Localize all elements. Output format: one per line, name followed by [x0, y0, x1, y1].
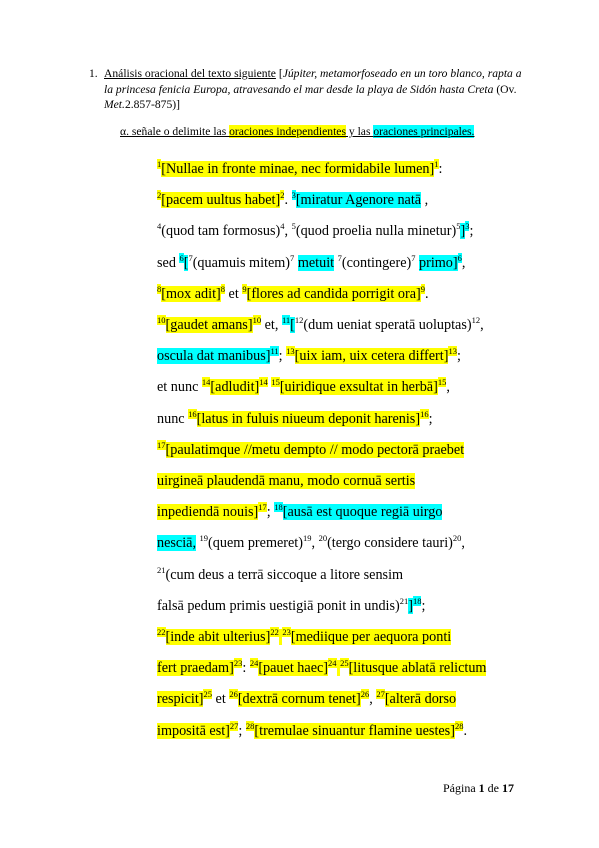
- text-segment: primo]: [419, 254, 458, 271]
- instruction-independientes: oraciones independientes: [229, 125, 346, 138]
- clause-number: 14: [259, 377, 268, 388]
- text-segment: [tremulae sinuantur flamine uestes]: [254, 722, 455, 739]
- text-segment: (cum deus a terrā siccoque a litore sensim: [165, 566, 404, 583]
- clause-number: 3: [291, 190, 296, 201]
- clause-number: 7: [188, 252, 193, 263]
- latin-line: [157, 347, 461, 365]
- task-source-work: Met.: [104, 98, 125, 111]
- text-segment: sed: [157, 254, 180, 271]
- clause-number: 17: [258, 502, 267, 513]
- instruction-principales: oraciones principales.: [373, 125, 475, 138]
- task-label: Análisis oracional del texto siguiente: [104, 67, 276, 80]
- instruction-mid: y las: [345, 125, 374, 138]
- text-segment: [adludit]: [210, 379, 260, 396]
- footer-current-page: 1: [478, 781, 485, 795]
- latin-line: [157, 441, 464, 459]
- latin-line: [157, 659, 486, 677]
- clause-number: 8: [157, 283, 162, 294]
- text-segment: ]: [460, 223, 466, 240]
- latin-line: [157, 597, 425, 615]
- text-segment: ,: [421, 192, 429, 209]
- clause-number: 9: [420, 283, 425, 294]
- text-segment: [paulatimque //metu dempto // modo pectorā praebet: [165, 441, 465, 458]
- clause-number: 28: [454, 720, 464, 731]
- text-segment: [mox adit]: [161, 285, 221, 302]
- text-segment: ,: [369, 691, 377, 708]
- clause-number: 21: [157, 564, 166, 575]
- text-segment: [gaudet amans]: [165, 317, 253, 333]
- clause-number: 22: [157, 627, 166, 637]
- clause-number: 21: [399, 595, 409, 606]
- text-segment: uirgineā plaudendā manu, modo cornuā sertis: [157, 473, 416, 489]
- text-segment: (tergo considere tauri): [327, 535, 453, 552]
- text-segment: et: [225, 285, 243, 302]
- task-source: (Ov.: [493, 82, 517, 96]
- clause-number: 12: [294, 315, 304, 325]
- text-segment: .: [463, 722, 467, 739]
- text-segment: ;: [469, 223, 474, 240]
- clause-number: 2: [157, 190, 162, 201]
- clause-number: 18: [412, 595, 422, 606]
- latin-line: [157, 254, 465, 272]
- task-bracket: [: [275, 67, 283, 80]
- text-segment: (quod proelia nulla minetur): [295, 223, 457, 240]
- footer-pagina-label: Página: [443, 781, 479, 795]
- text-segment: [: [183, 254, 189, 271]
- text-segment: [ausā est quoque regiā uirgo: [282, 504, 443, 521]
- latin-line: [157, 690, 456, 708]
- latin-line: [157, 160, 442, 178]
- clause-number: 26: [360, 689, 370, 700]
- text-segment: (quod tam formosus): [161, 223, 281, 240]
- latin-line: [157, 722, 467, 740]
- task-description: Júpiter, metamorfoseado en un toro blanco, rapta a la princesa fenicia Europa, atravesando el mar desde la playa de Sidón hasta Creta: [104, 67, 522, 96]
- text-segment: ,: [461, 254, 466, 271]
- latin-line: [157, 410, 433, 428]
- text-segment: falsā pedum primis uestigiā ponit in undis): [157, 597, 400, 614]
- text-segment: ,: [480, 317, 484, 333]
- clause-number: 13: [448, 346, 457, 357]
- text-segment: ;: [266, 504, 275, 521]
- clause-number: 6: [457, 252, 462, 263]
- text-segment: [pauet haec]: [258, 660, 329, 677]
- clause-number: 10: [252, 315, 262, 325]
- text-segment: :: [242, 660, 250, 677]
- text-segment: ;: [456, 348, 461, 365]
- latin-line: [157, 191, 428, 209]
- text-segment: [alterā dorso: [384, 691, 457, 708]
- clause-number: 20: [318, 533, 328, 544]
- text-segment: ;: [428, 410, 433, 427]
- text-segment: (quem premeret): [208, 535, 303, 552]
- clause-number: 16: [188, 408, 197, 419]
- text-segment: ;: [421, 597, 426, 614]
- text-segment: [uiridique exsultat in herbā]: [279, 379, 438, 396]
- text-segment: ;: [238, 722, 246, 739]
- text-segment: ,: [461, 535, 465, 552]
- clause-number: 24: [328, 658, 337, 669]
- text-segment: et,: [261, 317, 282, 333]
- latin-line: [157, 534, 465, 552]
- latin-line: [157, 566, 403, 584]
- latin-line: [157, 503, 442, 521]
- clause-number: 10: [157, 315, 166, 325]
- clause-number: 23: [282, 627, 291, 637]
- clause-number: 17: [157, 439, 166, 450]
- clause-number: 19: [199, 533, 209, 544]
- latin-line: [157, 628, 451, 646]
- latin-line: [157, 378, 450, 396]
- text-segment: impositā est]: [157, 722, 230, 739]
- text-segment: ]: [408, 597, 413, 614]
- clause-number: 7: [290, 252, 295, 263]
- text-segment: ,: [311, 535, 319, 552]
- clause-number: 27: [376, 689, 385, 700]
- text-segment: [litusque ablatā relictum: [348, 660, 487, 677]
- text-segment: [inde abit ulterius]: [165, 629, 271, 645]
- clause-number: 4: [157, 221, 162, 232]
- text-segment: (quamuis mitem): [192, 254, 291, 271]
- text-segment: :: [438, 161, 443, 177]
- clause-number: 22: [270, 627, 279, 637]
- clause-number: 4: [280, 221, 285, 232]
- task-number: 1.: [89, 67, 98, 80]
- text-segment: [latus in fuluis niueum deponit harenis]: [196, 410, 421, 427]
- text-segment: metuit: [297, 254, 335, 271]
- clause-number: 3: [465, 221, 470, 232]
- clause-number: 26: [229, 689, 238, 700]
- clause-number: 27: [229, 720, 239, 731]
- instruction-prefix: α. señale o delimite las: [120, 125, 230, 138]
- clause-number: 16: [420, 408, 429, 419]
- latin-line: [157, 285, 429, 303]
- text-segment: (dum ueniat speratā uoluptas): [303, 317, 472, 333]
- clause-number: 7: [411, 252, 416, 263]
- clause-number: 12: [471, 315, 481, 325]
- clause-number: 14: [201, 377, 211, 388]
- text-segment: .: [284, 192, 292, 209]
- clause-number: 11: [281, 315, 291, 325]
- clause-number: 7: [337, 252, 342, 263]
- clause-number: 6: [179, 252, 184, 263]
- footer-de-label: de: [484, 781, 502, 795]
- clause-number: 2: [280, 190, 285, 201]
- text-segment: oscula dat manibus]: [157, 348, 271, 365]
- text-segment: respicit]: [157, 691, 204, 708]
- latin-line: [157, 316, 484, 334]
- clause-number: 25: [203, 689, 212, 700]
- text-segment: [Nullae in fronte minae, nec formidabile lumen]: [161, 161, 435, 177]
- text-segment: fert praedam]: [157, 660, 234, 677]
- text-segment: [flores ad candida porrigit ora]: [246, 285, 421, 302]
- text-segment: et: [211, 691, 230, 708]
- text-segment: .: [424, 285, 429, 302]
- text-segment: ;: [278, 348, 287, 365]
- latin-line: [157, 472, 415, 490]
- text-segment: [: [290, 317, 295, 333]
- text-segment: (contingere): [341, 254, 412, 271]
- text-segment: nunc: [157, 410, 189, 427]
- clause-number: 1: [434, 159, 439, 169]
- clause-number: 19: [302, 533, 312, 544]
- footer-total-pages: 17: [502, 781, 514, 795]
- page-footer: [443, 781, 514, 796]
- text-segment: inpediendā nouis]: [157, 504, 259, 521]
- text-segment: [mediique per aequora ponti: [290, 629, 452, 645]
- clause-number: 5: [291, 221, 296, 232]
- task-source-ref: 2.857-875)]: [124, 98, 180, 111]
- text-segment: nesciā,: [157, 535, 196, 552]
- clause-number: 5: [456, 221, 461, 232]
- latin-line: [157, 222, 473, 240]
- clause-number: 11: [270, 346, 279, 357]
- clause-number: 9: [242, 283, 247, 294]
- text-segment: ,: [284, 223, 292, 240]
- clause-number: 23: [233, 658, 243, 669]
- text-segment: ,: [446, 379, 450, 396]
- clause-number: 1: [157, 159, 162, 169]
- clause-number: 24: [249, 658, 259, 669]
- clause-number: 8: [220, 283, 225, 294]
- clause-number: 20: [452, 533, 462, 544]
- clause-number: 18: [274, 502, 283, 513]
- text-segment: [uix iam, uix cetera differt]: [294, 348, 449, 365]
- clause-number: 13: [286, 346, 295, 357]
- text-segment: et nunc: [157, 379, 202, 396]
- text-segment: [miratur Agenore natā: [295, 192, 422, 209]
- text-segment: [pacem uultus habet]: [161, 192, 281, 209]
- clause-number: 15: [437, 377, 447, 388]
- clause-number: 15: [271, 377, 280, 388]
- clause-number: 25: [340, 658, 349, 669]
- text-segment: [dextrā cornum tenet]: [237, 691, 361, 708]
- clause-number: 28: [245, 720, 255, 731]
